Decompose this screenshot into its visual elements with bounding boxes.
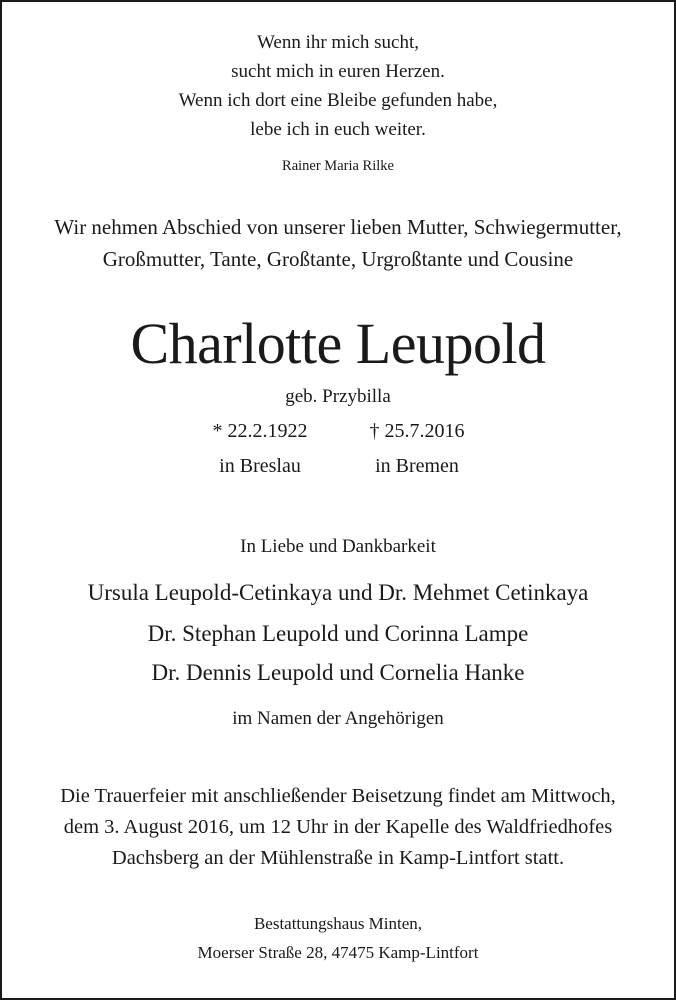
poem-line-3: Wenn ich dort eine Bleibe gefunden habe,	[178, 90, 498, 111]
intro-line-2: Großmutter, Tante, Großtante, Urgroßtante und Cousine	[102, 247, 574, 271]
poem-author: Rainer Maria Rilke	[282, 158, 394, 174]
mourner-2: Dr. Stephan Leupold und Corinna Lampe	[147, 621, 529, 646]
mourners-heading: In Liebe und Dankbarkeit	[240, 536, 436, 557]
funeral-home-name: Bestattungshaus Minten,	[253, 914, 423, 933]
poem-line-1: Wenn ihr mich sucht,	[256, 32, 420, 53]
birth-date: * 22.2.1922	[212, 420, 308, 442]
death-place: in Bremen	[375, 455, 459, 477]
ceremony-line-3: Dachsberg an der Mühlenstraße in Kamp-Lintfort statt.	[111, 847, 565, 869]
ceremony-line-2: dem 3. August 2016, um 12 Uhr in der Kapelle des Waldfriedhofes	[63, 816, 613, 838]
funeral-home-address: Moerser Straße 28, 47475 Kamp-Lintfort	[197, 943, 479, 962]
poem-line-4: lebe ich in euch weiter.	[250, 119, 426, 140]
birth-place: in Breslau	[219, 455, 301, 477]
deceased-name: Charlotte Leupold	[130, 311, 546, 376]
intro-line-1: Wir nehmen Abschied von unserer lieben Mutter, Schwiegermutter,	[54, 215, 622, 239]
ceremony-line-1: Die Trauerfeier mit anschließender Beisetzung findet am Mittwoch,	[60, 785, 616, 807]
maiden-name: geb. Przybilla	[285, 386, 391, 407]
mourners-closing: im Namen der Angehörigen	[232, 708, 444, 729]
death-date: † 25.7.2016	[369, 420, 465, 442]
poem-line-2: sucht mich in euren Herzen.	[231, 61, 445, 82]
mourner-1: Ursula Leupold-Cetinkaya und Dr. Mehmet Cetinkaya	[87, 580, 589, 605]
mourner-3: Dr. Dennis Leupold und Cornelia Hanke	[151, 660, 525, 685]
